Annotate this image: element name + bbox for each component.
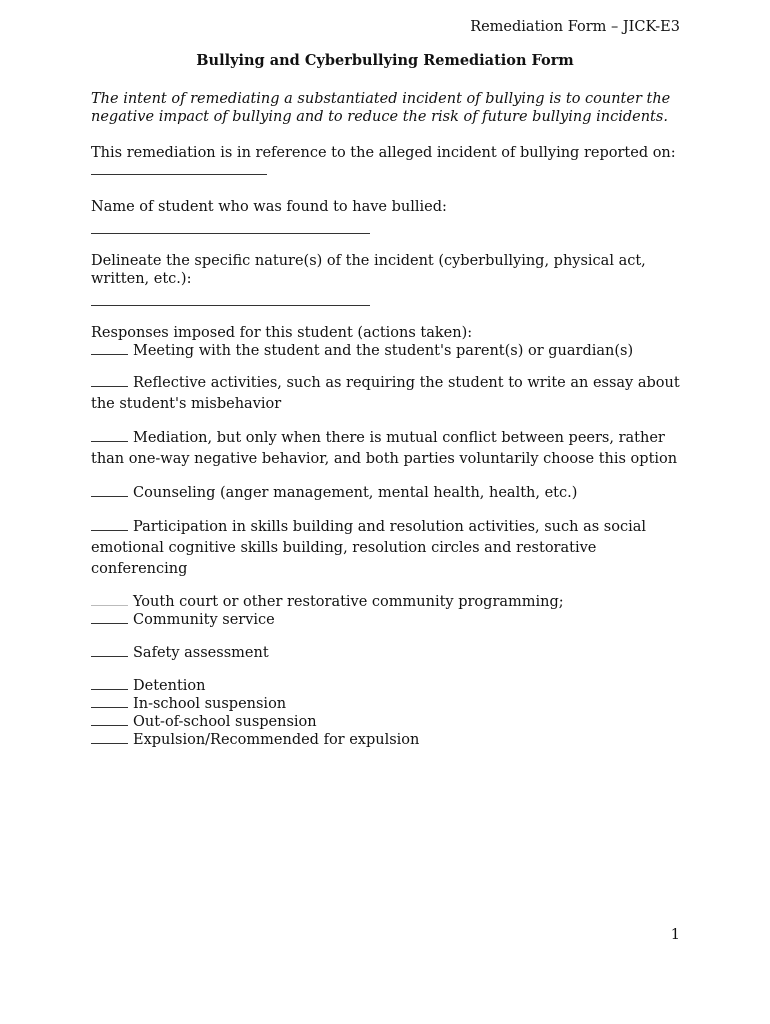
option-expulsion [91, 731, 686, 749]
option-mediation-blank[interactable] [91, 429, 128, 442]
option-expulsion-blank[interactable] [91, 731, 128, 744]
option-meeting-blank[interactable] [91, 342, 128, 355]
option-skills-label: Participation in skills building and resolution activities, such as social emotional cognitive skills building, resolution circles and restorative conferencing [91, 519, 646, 577]
option-youth-court-label: Youth court or other restorative community programming; [133, 594, 564, 610]
option-expulsion-label: Expulsion/Recommended for expulsion [133, 732, 420, 748]
option-community-service [91, 611, 686, 629]
option-mediation [91, 428, 686, 470]
form-title: Bullying and Cyberbullying Remediation Form [196, 52, 574, 69]
form-body [91, 90, 686, 749]
option-youth-court-blank[interactable] [91, 593, 128, 606]
option-detention [91, 677, 686, 695]
option-out-of-school-blank[interactable] [91, 713, 128, 726]
option-out-of-school-label: Out-of-school suspension [133, 714, 317, 730]
option-counseling-blank[interactable] [91, 484, 128, 497]
option-safety-blank[interactable] [91, 644, 128, 657]
option-meeting-label: Meeting with the student and the student's parent(s) or guardian(s) [133, 343, 634, 359]
option-skills-blank[interactable] [91, 518, 128, 531]
form-code-header: Remediation Form – JICK-E3 [470, 19, 680, 35]
incident-nature-blank[interactable] [91, 288, 370, 306]
option-in-school-blank[interactable] [91, 695, 128, 708]
option-detention-label: Detention [133, 678, 206, 694]
option-reflective [91, 373, 686, 415]
option-detention-blank[interactable] [91, 677, 128, 690]
option-reflective-blank[interactable] [91, 374, 128, 387]
incident-nature-label: Delineate the specific nature(s) of the incident (cyberbullying, physical act, written, etc.): [91, 253, 646, 287]
option-counseling-label: Counseling (anger management, mental health, health, etc.) [133, 485, 578, 501]
option-counseling [91, 483, 686, 504]
option-safety-label: Safety assessment [133, 645, 269, 661]
option-community-service-label: Community service [133, 612, 275, 628]
responses-label: Responses imposed for this student (actions taken): [91, 325, 473, 341]
option-skills [91, 517, 686, 580]
option-reflective-label: Reflective activities, such as requiring the student to write an essay about the student's misbehavior [91, 375, 680, 412]
incident-reference-field [91, 144, 686, 180]
incident-nature-field [91, 252, 686, 306]
option-in-school-label: In-school suspension [133, 696, 287, 712]
option-youth-court [91, 593, 686, 611]
option-meeting [91, 342, 686, 360]
option-mediation-label: Mediation, but only when there is mutual conflict between peers, rather than one-way negative behavior, and both parties voluntarily choose this option [91, 430, 678, 467]
incident-date-blank[interactable] [91, 162, 267, 175]
option-in-school-suspension [91, 695, 686, 713]
intent-statement: The intent of remediating a substantiated incident of bullying is to counter the negative impact of bullying and to reduce the risk of future bullying incidents. [91, 91, 671, 125]
student-name-label: Name of student who was found to have bullied: [91, 199, 447, 215]
student-name-field [91, 198, 686, 234]
incident-reference-label: This remediation is in reference to the alleged incident of bullying reported on: [91, 145, 676, 161]
option-community-service-blank[interactable] [91, 611, 128, 624]
option-out-of-school-suspension [91, 713, 686, 731]
page-number: 1 [670, 927, 680, 943]
option-safety [91, 644, 686, 662]
student-name-blank[interactable] [91, 216, 370, 234]
